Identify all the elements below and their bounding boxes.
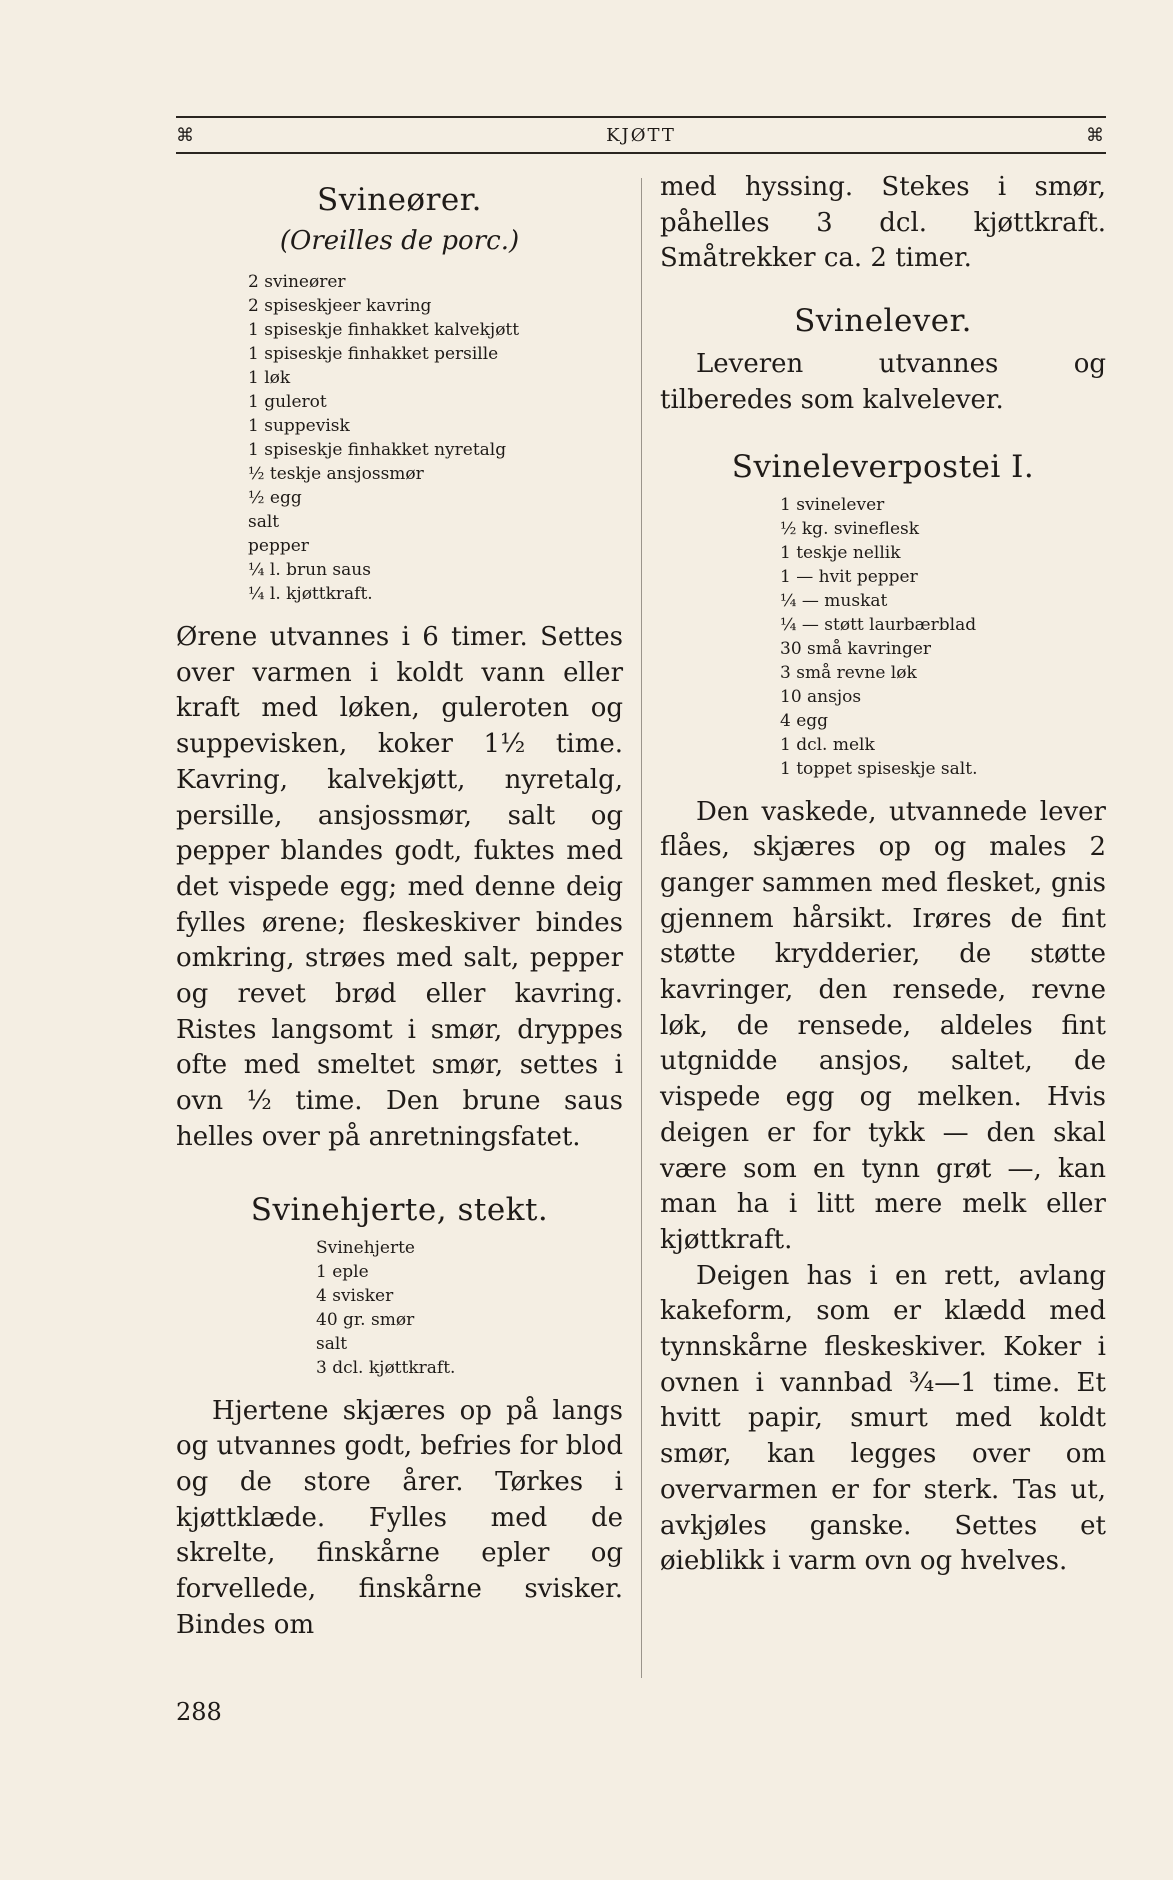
ingredient-item: Svinehjerte [316,1237,415,1258]
ingredient-item: 1 spiseskje finhakket nyretalg [248,440,507,460]
ingredient-item: 30 små kavringer [780,638,932,659]
ingredient-item: salt [248,512,280,532]
ingredient-list-svineleverpostei [780,493,1106,781]
ingredient-item: 1 spiseskje finhakket kalvekjøtt [248,320,520,340]
ingredient-item: ¼ l. kjøttkraft. [248,584,373,604]
right-ornament: ⌘ [1085,124,1106,146]
running-header [176,116,1106,154]
ingredient-list-svineorer [248,270,623,606]
ingredient-item: 2 svineører [248,272,346,292]
ingredient-item: ½ egg [248,488,302,508]
ingredient-item: 1 toppet spiseskje salt. [780,758,978,779]
recipe-title-svinehjerte: Svinehjerte, stekt. [250,1191,549,1228]
ingredient-item: 1 svinelever [780,494,885,515]
recipe-subtitle: (Oreilles de porc.) [279,226,520,256]
ingredient-item: 3 små revne løk [780,662,917,683]
ingredient-item: ¼ — muskat [780,590,888,611]
continued-text: med hyssing. Stekes i smør, påhelles 3 dcl. kjøttkraft. Småtrekker ca. 2 timer. [660,172,1106,274]
left-column [176,170,623,1643]
recipe-title-svinelever: Svinelever. [794,303,972,340]
ingredient-item: 1 — hvit pepper [780,566,918,587]
ingredient-item: 1 løk [248,368,291,388]
page-number: 288 [176,1698,222,1726]
column-divider [641,178,642,1678]
ingredient-item: ½ teskje ansjossmør [248,464,424,484]
recipe-title-svineorer: Svineører. [316,182,483,218]
ingredient-item: 1 spiseskje finhakket persille [248,344,499,364]
ingredient-item: 4 svisker [316,1285,394,1306]
left-ornament: ⌘ [176,124,196,146]
recipe-text-svineleverpostei-1: Den vaskede, utvannede lever flåes, skjæres op og males 2 ganger sammen med flesket, gnis gjennem hårsikt. Irøres de fint støtte krydderier, de støtte kavringer, den rensede, revne løk, de rensede, aldeles fint utgnidde ansjos, saltet, de vispede egg og melken. Hvis deigen er for tykk — den skal være som en tynn grøt —, kan man ha i litt mere melk eller kjøttkraft. [660,796,1106,1255]
ingredient-item: ½ kg. svineflesk [780,518,920,539]
ingredient-item: 4 egg [780,710,829,731]
right-column [660,170,1106,1580]
ingredient-item: 1 suppevisk [248,416,350,436]
ingredient-item: 1 eple [316,1261,369,1282]
recipe-text-svinehjerte: Hjertene skjæres op på langs og utvannes godt, befries for blod og de store årer. Tørkes i kjøttklæde. Fylles med de skrelte, finskårne epler og forvellede, finskårne svisker. Bindes om [176,1395,623,1640]
ingredient-item: pepper [248,536,309,556]
ingredient-list-svinehjerte [316,1236,623,1380]
ingredient-item: 1 teskje nellik [780,542,901,563]
recipe-text-svineleverpostei-2: Deigen has i en rett, avlang kakeform, som er klædd med tynnskårne fleskeskiver. Koker i ovnen i vannbad ¾—1 time. Et hvitt papir, smurt med koldt smør, kan legges over om overvarmen er for sterk. Tas ut, avkjøles ganske. Settes et øieblikk i varm ovn og hvelves. [660,1260,1106,1577]
recipe-title-svineleverpostei: Svineleverpostei I. [731,448,1035,485]
ingredient-item: 1 gulerot [248,392,327,412]
ingredient-item: ¼ l. brun saus [248,560,371,580]
ingredient-item: salt [316,1333,348,1354]
ingredient-item: ¼ — støtt laurbærblad [780,614,977,635]
recipe-text-svineorer: Ørene utvannes i 6 timer. Settes over varmen i koldt vann eller kraft med løken, guleroten og suppevisken, koker 1½ time. Kavring, kalvekjøtt, nyretalg, persille, ansjossmør, salt og pepper blandes godt, fuktes med det vispede egg; med denne deig fylles ørene; fleskeskiver bindes omkring, strøes med salt, pepper og revet brød eller kavring. Ristes langsomt i smør, dryppes ofte med smeltet smør, settes i ovn ½ time. Den brune saus helles over på anretningsfatet. [176,622,623,1152]
ingredient-item: 1 dcl. melk [780,734,875,755]
recipe-text-svinelever: Leveren utvannes og tilberedes som kalvelever. [660,349,1106,415]
header-title: KJØTT [606,124,676,146]
ingredient-item: 3 dcl. kjøttkraft. [316,1357,456,1378]
ingredient-item: 40 gr. smør [316,1309,415,1330]
ingredient-item: 10 ansjos [780,686,862,707]
ingredient-item: 2 spiseskjeer kavring [248,296,432,316]
